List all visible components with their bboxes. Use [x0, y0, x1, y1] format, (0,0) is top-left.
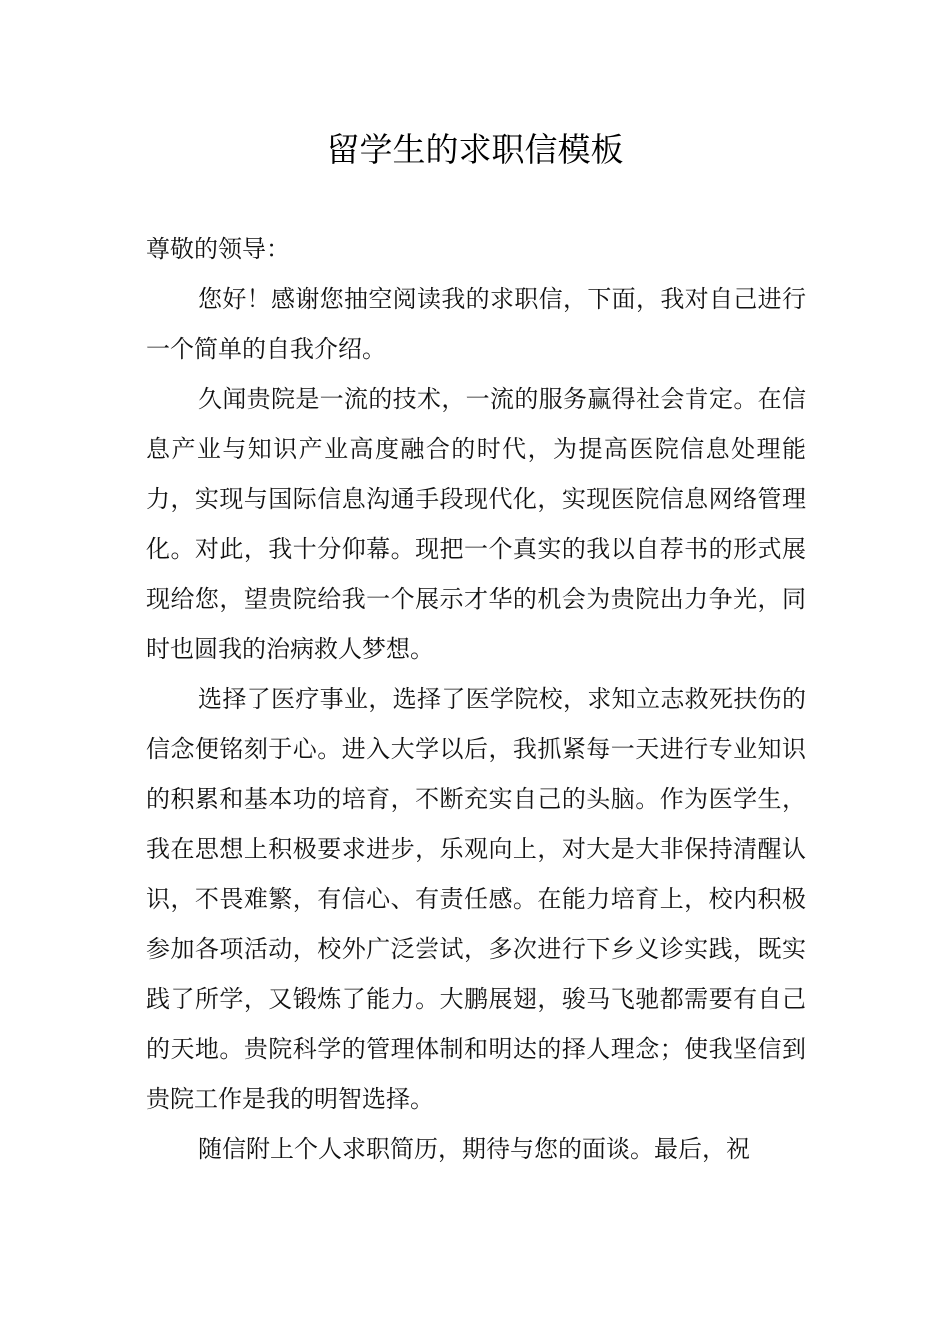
paragraph-greeting: 您好！感谢您抽空阅读我的求职信，下面，我对自己进行一个简单的自我介绍。	[146, 285, 806, 363]
salutation: 尊敬的领导：	[146, 235, 290, 263]
letter-body	[146, 224, 806, 1174]
document-title: 留学生的求职信模板	[326, 130, 624, 169]
paragraph-hospital-praise: 久闻贵院是一流的技术，一流的服务赢得社会肯定。在信息产业与知识产业高度融合的时代，为提高医院信息处理能力，实现与国际信息沟通手段现代化，实现医院信息网络管理化。对此，我十分仰幕。现把一个真实的我以自荐书的形式展现给您，望贵院给我一个展示才华的机会为贵院出力争光，同时也圆我的治病救人梦想。	[146, 385, 806, 663]
paragraph-closing: 随信附上个人求职简历，期待与您的面谈。最后，祝	[198, 1135, 750, 1163]
paragraph-self-introduction: 选择了医疗事业，选择了医学院校，求知立志救死扶伤的信念便铭刻于心。进入大学以后，我抓紧每一天进行专业知识的积累和基本功的培育，不断充实自己的头脑。作为医学生，我在思想上积极要求进步，乐观向上，对大是大非保持清醒认识，不畏难繁，有信心、有责任感。在能力培育上，校内积极参加各项活动，校外广泛尝试，多次进行下乡义诊实践，既实践了所学，又锻炼了能力。大鹏展翅，骏马飞驰都需要有自己的天地。贵院科学的管理体制和明达的择人理念；使我坚信到贵院工作是我的明智选择。	[146, 685, 806, 1113]
